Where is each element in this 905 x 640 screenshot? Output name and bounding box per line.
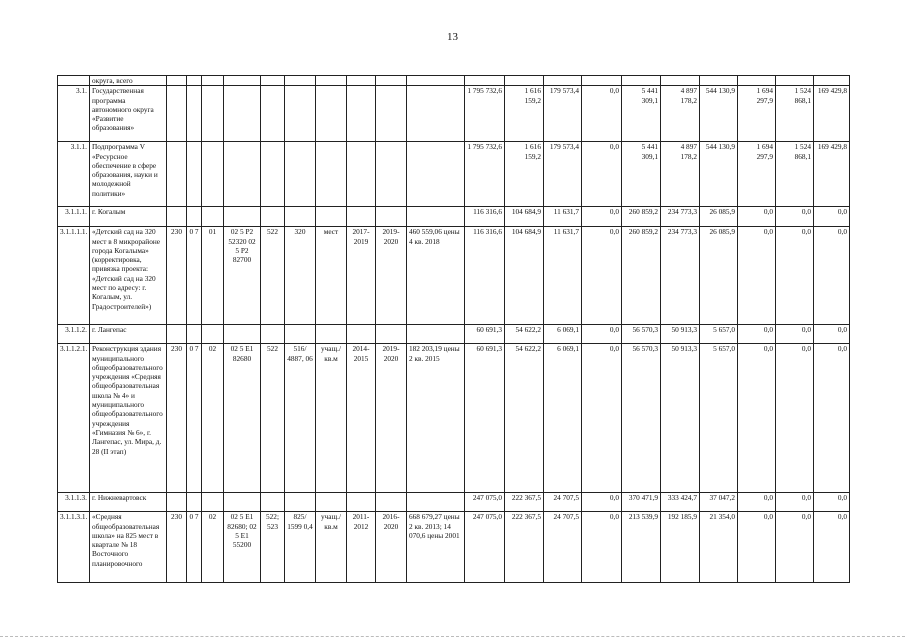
- table-cell: 4 897 178,2: [661, 142, 700, 207]
- table-cell: [738, 76, 776, 86]
- table-cell: 0,0: [776, 344, 814, 493]
- table-cell: 0,0: [582, 207, 622, 227]
- table-cell: 1 795 732,6: [465, 86, 505, 142]
- table-cell: 0,0: [776, 493, 814, 512]
- table-cell: [316, 142, 347, 207]
- table-cell: 544 130,9: [700, 86, 738, 142]
- table-cell: [347, 325, 376, 344]
- table-cell: 1 524 868,1: [776, 142, 814, 207]
- table-cell: 0,0: [738, 207, 776, 227]
- table-cell: 6 069,1: [544, 325, 582, 344]
- table-cell: 192 185,9: [661, 512, 700, 583]
- table-cell: 104 684,9: [505, 227, 544, 325]
- table-cell: 02 5 Е1 82680; 02 5 Е1 55200: [224, 512, 261, 583]
- table-cell: 5 657,0: [700, 325, 738, 344]
- table-cell: [544, 76, 582, 86]
- table-cell: учащ./ кв.м: [316, 344, 347, 493]
- table-cell: [224, 76, 261, 86]
- table-cell: [700, 76, 738, 86]
- name-cell: г. Когалым: [90, 207, 167, 227]
- table-cell: 2014-2015: [347, 344, 376, 493]
- table-cell: 2019-2020: [376, 344, 407, 493]
- table-cell: [776, 76, 814, 86]
- table-row: [58, 86, 850, 142]
- table-cell: [582, 76, 622, 86]
- table-cell: [202, 207, 224, 227]
- table-cell: 54 622,2: [505, 325, 544, 344]
- table-cell: [167, 325, 187, 344]
- table-row: [58, 344, 850, 493]
- table-cell: 0,0: [814, 207, 850, 227]
- table-cell: 230: [167, 344, 187, 493]
- table-cell: [376, 493, 407, 512]
- table-cell: [407, 76, 465, 86]
- table-cell: 02 5 Е1 82680: [224, 344, 261, 493]
- table-cell: 1 694 297,9: [738, 142, 776, 207]
- table-cell: 522: [261, 227, 285, 325]
- table-cell: 1 795 732,6: [465, 142, 505, 207]
- table-cell: [347, 76, 376, 86]
- table-cell: мест: [316, 227, 347, 325]
- table-cell: [261, 493, 285, 512]
- table-cell: [407, 142, 465, 207]
- table-cell: 169 429,8: [814, 86, 850, 142]
- row-number-cell: 3.1.1.2.: [58, 325, 90, 344]
- table-cell: 0,0: [814, 227, 850, 325]
- table-cell: [285, 76, 316, 86]
- table-cell: [376, 142, 407, 207]
- table-cell: 02: [202, 344, 224, 493]
- table-cell: 60 691,3: [465, 344, 505, 493]
- table-cell: 0,0: [814, 325, 850, 344]
- table-cell: [347, 207, 376, 227]
- table-cell: [224, 325, 261, 344]
- table-cell: 522: [261, 344, 285, 493]
- table-cell: 460 559,06 цены 4 кв. 2018: [407, 227, 465, 325]
- name-cell: г. Нижневартовск: [90, 493, 167, 512]
- table-cell: 0,0: [738, 227, 776, 325]
- table-cell: 179 573,4: [544, 86, 582, 142]
- table-cell: [814, 76, 850, 86]
- table-cell: 116 316,6: [465, 207, 505, 227]
- table-cell: 11 631,7: [544, 227, 582, 325]
- table-cell: [376, 325, 407, 344]
- table-cell: 230: [167, 512, 187, 583]
- table-cell: 24 707,5: [544, 493, 582, 512]
- row-number-cell: 3.1.1.1.1.: [58, 227, 90, 325]
- table-cell: 02 5 Р2 52320 02 5 Р2 82700: [224, 227, 261, 325]
- table-cell: 0,0: [776, 325, 814, 344]
- table-cell: 54 622,2: [505, 344, 544, 493]
- table-cell: 0 7: [187, 512, 202, 583]
- table-cell: 0,0: [582, 512, 622, 583]
- table-cell: 0,0: [738, 493, 776, 512]
- budget-table: [57, 75, 850, 583]
- table-cell: 234 773,3: [661, 227, 700, 325]
- table-cell: 2011-2012: [347, 512, 376, 583]
- table-cell: [167, 142, 187, 207]
- table-cell: [285, 325, 316, 344]
- table-row: [58, 227, 850, 325]
- table-cell: 182 203,19 цены 2 кв. 2015: [407, 344, 465, 493]
- row-number-cell: [58, 76, 90, 86]
- table-cell: 0,0: [738, 344, 776, 493]
- table-cell: [316, 207, 347, 227]
- table-cell: [465, 76, 505, 86]
- table-cell: 0,0: [776, 512, 814, 583]
- table-cell: [261, 76, 285, 86]
- table-cell: 56 570,3: [622, 325, 661, 344]
- table-cell: 02: [202, 512, 224, 583]
- table-cell: 0,0: [582, 227, 622, 325]
- table-cell: 213 539,9: [622, 512, 661, 583]
- table-cell: 0,0: [582, 325, 622, 344]
- table-cell: [376, 86, 407, 142]
- table-cell: [202, 86, 224, 142]
- table-cell: 260 859,2: [622, 227, 661, 325]
- table-cell: 0 7: [187, 227, 202, 325]
- row-number-cell: 3.1.1.3.: [58, 493, 90, 512]
- table-cell: 2017-2019: [347, 227, 376, 325]
- table-cell: 0,0: [582, 86, 622, 142]
- table-cell: [285, 142, 316, 207]
- table-cell: 0,0: [738, 325, 776, 344]
- table-cell: 50 913,3: [661, 344, 700, 493]
- table-cell: [407, 207, 465, 227]
- table-cell: 825/ 1599 0,4: [285, 512, 316, 583]
- table-cell: [261, 325, 285, 344]
- table-cell: [187, 142, 202, 207]
- table-cell: 2019-2020: [376, 227, 407, 325]
- table-cell: 0,0: [814, 344, 850, 493]
- table-row: [58, 76, 850, 86]
- table-cell: 169 429,8: [814, 142, 850, 207]
- table-cell: 0,0: [776, 227, 814, 325]
- table-cell: 1 524 868,1: [776, 86, 814, 142]
- table-cell: 260 859,2: [622, 207, 661, 227]
- table-cell: 56 570,3: [622, 344, 661, 493]
- table-cell: 516/ 4887, 06: [285, 344, 316, 493]
- table-cell: [224, 207, 261, 227]
- table-cell: 522; 523: [261, 512, 285, 583]
- table-cell: [376, 76, 407, 86]
- row-number-cell: 3.1.1.: [58, 142, 90, 207]
- table-cell: [167, 493, 187, 512]
- table-cell: 1 694 297,9: [738, 86, 776, 142]
- table-cell: 21 354,0: [700, 512, 738, 583]
- table-cell: [407, 325, 465, 344]
- row-number-cell: 3.1.1.3.1.: [58, 512, 90, 583]
- table-cell: 6 069,1: [544, 344, 582, 493]
- table-cell: 333 424,7: [661, 493, 700, 512]
- table-cell: [202, 493, 224, 512]
- table-cell: 1 616 159,2: [505, 142, 544, 207]
- table-cell: 24 707,5: [544, 512, 582, 583]
- table-cell: [661, 76, 700, 86]
- table-cell: 0,0: [582, 493, 622, 512]
- table-cell: 0,0: [776, 207, 814, 227]
- table-cell: 1 616 159,2: [505, 86, 544, 142]
- table-cell: [187, 493, 202, 512]
- table-cell: 234 773,3: [661, 207, 700, 227]
- table-cell: [407, 493, 465, 512]
- table-cell: 0,0: [582, 344, 622, 493]
- table-cell: [347, 493, 376, 512]
- name-cell: г. Лангепас: [90, 325, 167, 344]
- table-cell: [187, 86, 202, 142]
- table-cell: [167, 76, 187, 86]
- table-cell: [316, 76, 347, 86]
- table-cell: [187, 325, 202, 344]
- table-cell: [261, 207, 285, 227]
- table-cell: [316, 325, 347, 344]
- table-cell: [505, 76, 544, 86]
- table-cell: 247 075,0: [465, 512, 505, 583]
- table-cell: 37 047,2: [700, 493, 738, 512]
- table-cell: [261, 142, 285, 207]
- table-cell: [224, 142, 261, 207]
- table-cell: [187, 207, 202, 227]
- table-cell: 370 471,9: [622, 493, 661, 512]
- table-cell: [224, 493, 261, 512]
- table-row: [58, 142, 850, 207]
- table-cell: [285, 207, 316, 227]
- table-cell: 2016-2020: [376, 512, 407, 583]
- table-row: [58, 512, 850, 583]
- table-row: [58, 325, 850, 344]
- table-cell: [347, 86, 376, 142]
- name-cell: «Средняя общеобразовательная школа» на 825 мест в квартале № 18 Восточного планировочного: [90, 512, 167, 583]
- table-cell: [167, 86, 187, 142]
- table-cell: 0,0: [738, 512, 776, 583]
- table-cell: 116 316,6: [465, 227, 505, 325]
- row-number-cell: 3.1.1.2.1.: [58, 344, 90, 493]
- table-cell: 26 085,9: [700, 227, 738, 325]
- table-cell: 11 631,7: [544, 207, 582, 227]
- table-cell: [202, 142, 224, 207]
- name-cell: Государственная программа автономного округа «Развитие образования»: [90, 86, 167, 142]
- table-cell: 247 075,0: [465, 493, 505, 512]
- table-cell: [407, 86, 465, 142]
- name-cell: Реконструкция здания муниципального общеобразовательного учреждения «Средняя общеобразовательная школа № 4» и муниципального общеобразовательного учреждения «Гимназия № 6», г. Лангепас, ул. Мира, д. 28 (II этап): [90, 344, 167, 493]
- table-cell: 230: [167, 227, 187, 325]
- table-row: [58, 493, 850, 512]
- table-cell: [285, 493, 316, 512]
- name-cell: «Детский сад на 320 мест в 8 микрорайоне города Когалыма» (корректировка, привязка проекта: «Детский сад на 320 мест по адресу: г. Когалым, ул. Градостроителей»): [90, 227, 167, 325]
- table-cell: 5 441 309,1: [622, 142, 661, 207]
- table-cell: [167, 207, 187, 227]
- table-cell: [347, 142, 376, 207]
- table-cell: 26 085,9: [700, 207, 738, 227]
- table-cell: [224, 86, 261, 142]
- name-cell: округа, всего: [90, 76, 167, 86]
- table-cell: 5 441 309,1: [622, 86, 661, 142]
- table-cell: [376, 207, 407, 227]
- table-cell: 0,0: [814, 512, 850, 583]
- table-cell: [261, 86, 285, 142]
- table-cell: [316, 493, 347, 512]
- table-cell: [622, 76, 661, 86]
- table-cell: 01: [202, 227, 224, 325]
- table-cell: учащ./ кв.м: [316, 512, 347, 583]
- table-cell: 0 7: [187, 344, 202, 493]
- row-number-cell: 3.1.: [58, 86, 90, 142]
- row-number-cell: 3.1.1.1.: [58, 207, 90, 227]
- table-cell: 0,0: [582, 142, 622, 207]
- table-cell: 0,0: [814, 493, 850, 512]
- table-cell: 222 367,5: [505, 493, 544, 512]
- table-cell: [285, 86, 316, 142]
- table-cell: [202, 325, 224, 344]
- page-number: 13: [447, 31, 458, 43]
- table-cell: [202, 76, 224, 86]
- table-cell: 5 657,0: [700, 344, 738, 493]
- table-cell: 50 913,3: [661, 325, 700, 344]
- table-cell: 4 897 178,2: [661, 86, 700, 142]
- table-cell: 222 367,5: [505, 512, 544, 583]
- name-cell: Подпрограмма V «Ресурсное обеспечение в сфере образования, науки и молодежной политики»: [90, 142, 167, 207]
- table-cell: [187, 76, 202, 86]
- table-cell: 60 691,3: [465, 325, 505, 344]
- table-cell: 179 573,4: [544, 142, 582, 207]
- scan-edge-line: [0, 636, 905, 638]
- table-cell: [316, 86, 347, 142]
- table-cell: 544 130,9: [700, 142, 738, 207]
- table-cell: 668 679,27 цены 2 кв. 2013; 14 070,6 цены 2001: [407, 512, 465, 583]
- table-cell: 320: [285, 227, 316, 325]
- table-cell: 104 684,9: [505, 207, 544, 227]
- table-row: [58, 207, 850, 227]
